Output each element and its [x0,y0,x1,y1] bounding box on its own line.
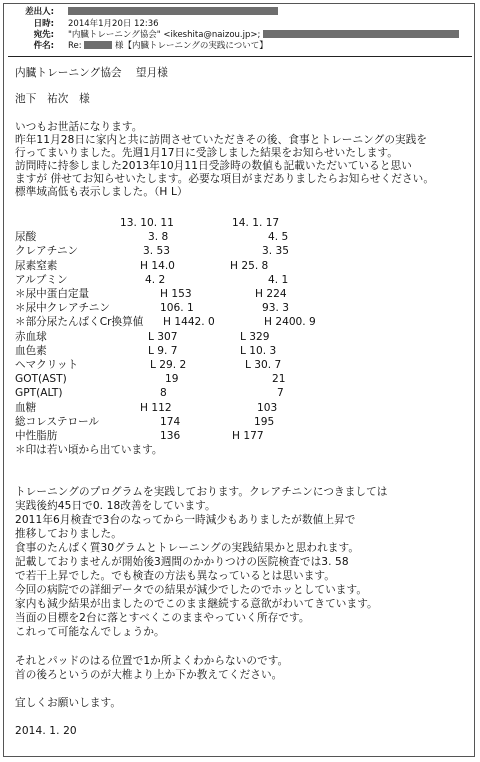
row-value-1: L 9. 7 [148,345,178,357]
row-name: クレアチニン [15,245,79,257]
row-name: 血糖 [15,402,37,414]
row-value-1: 174 [160,416,181,428]
paragraph-line: 当面の目標を2台に落とすべくこのままやっていく所存です。 [15,612,310,624]
row-value-1: 3. 8 [148,231,169,243]
paragraph-line: で若干上昇でした。でも検査の方法も異なっているとは思います。 [15,570,335,582]
paragraph-line: これって可能なんでしょうか。 [15,626,165,638]
row-name: 総コレステロール [15,416,100,428]
row-value-1: H 153 [160,288,192,300]
row-value-1: 4. 2 [145,274,166,286]
row-value-1: 19 [165,373,179,385]
table-footnote: ＊印は若い頃から出ています。 [15,444,163,456]
header-divider [8,56,472,57]
row-name: 血色素 [15,345,47,357]
to-label: 宛先: [33,30,54,40]
row-value-2: L 329 [240,331,270,343]
closing-line: 宜しくお願いします。 [15,697,122,709]
row-name: 尿素窒素 [15,260,58,272]
row-name: GOT(AST) [15,373,67,385]
header-to-row [6,30,459,41]
row-value-2: 7 [277,387,284,399]
row-value-2: 103 [257,402,278,414]
document-frame [3,3,475,757]
row-value-2: 195 [254,416,275,428]
redacted-subject-name [84,41,112,49]
paragraph-line: 家内も減少結果が出ましたのでこのまま継続する意欲がわいてきています。 [15,598,378,610]
redacted-recipient [263,30,459,38]
row-value-2: H 224 [255,288,287,300]
row-name: ＊尿中蛋白定量 [15,288,90,300]
row-value-2: L 10. 3 [240,345,277,357]
row-value-2: H 25. 8 [230,260,269,272]
intro-line: ますが 併せてお知らせいたします。必要な項目がまだありましたらお知らせください。 [15,173,435,185]
row-name: ＊尿中クレアチニン [15,302,110,314]
row-value-2: 4. 1 [268,274,289,286]
subject-prefix: Re: [68,41,82,51]
row-value-1: 3. 53 [143,245,170,257]
paragraph-line: 実践後約45日で0. 18改善をしています。 [15,500,216,512]
date-column-1-header: 13. 10. 11 [120,217,174,229]
paragraph-line: 推移しておりました。 [15,528,122,540]
row-name: 中性脂肪 [15,430,58,442]
row-name: ＊部分尿たんぱくCr換算値 [15,316,144,328]
to-value: "内臓トレーニング協会" <ikeshita@naizou.jp>; [68,30,261,40]
row-value-2: H 2400. 9 [264,316,316,328]
row-name: ヘマクリット [15,359,79,371]
row-value-2: H 177 [232,430,264,442]
sender-name-line: 池下 祐次 様 [15,93,90,105]
paragraph-line: 2011年6月検査で3台のなってから一時減少もありましたが数値上昇で [15,514,356,526]
row-value-1: 136 [160,430,181,442]
row-name: GPT(ALT) [15,387,63,399]
row-value-2: 3. 35 [262,245,289,257]
header-date-row [6,19,159,30]
paragraph-line: 記載しておりませんが開始後3週間のかかりつけの医院検査では3. 58 [15,556,349,568]
date-label: 日時: [33,19,54,29]
row-value-2: 93. 3 [262,302,289,314]
row-value-1: H 1442. 0 [163,316,215,328]
paragraph-line: 今回の病院での詳細データでの結果が減少でしたのでホッとしています。 [15,584,368,596]
signature-date: 2014. 1. 20 [15,725,77,737]
paragraph-line: 食事のたんぱく質30グラムとトレーニングの実践結果かと思われます。 [15,542,360,554]
row-name: アルブミン [15,274,68,286]
row-value-1: 8 [160,387,167,399]
row-value-1: H 14.0 [140,260,175,272]
intro-line: 標準域高低も表示しました。（H L） [15,186,188,198]
intro-line: 訪問時に持参しました2013年10月11日受診時の数値も記載いただいていると思い [15,160,412,172]
row-name: 尿酸 [15,231,37,243]
header-subject-row [6,41,268,52]
date-value: 2014年1月20日 12:36 [68,19,159,29]
addressee-line: 内臓トレーニング協会 望月様 [15,67,168,79]
row-value-1: H 112 [140,402,172,414]
row-value-2: 4. 5 [268,231,289,243]
redacted-sender [68,7,278,15]
question-line: それとパッドのはる位置で1か所よくわからないのです。 [15,655,289,667]
row-value-1: L 307 [148,331,178,343]
subject-label: 件名: [33,41,54,51]
subject-text: 様【内臓トレーニングの実践について】 [115,41,268,51]
intro-line: 行ってまいりました。先週1月17日に受診しました結果をお知らせいたします。 [15,147,398,159]
intro-line: 昨年11月28日に家内と共に訪問させていただきその後、食事とトレーニングの実践を [15,134,428,146]
row-value-1: L 29. 2 [150,359,187,371]
row-value-2: L 30. 7 [245,359,282,371]
row-value-1: 106. 1 [160,302,194,314]
header-from-row [6,7,278,18]
row-name: 赤血球 [15,331,47,343]
intro-line: いつもお世話になります。 [15,121,143,133]
question-line: 首の後ろというのが大椎より上か下か教えてください。 [15,669,283,681]
row-value-2: 21 [272,373,286,385]
date-column-2-header: 14. 1. 17 [232,217,280,229]
from-label: 差出人: [25,7,54,17]
paragraph-line: トレーニングのプログラムを実践しております。クレアチニンにつきましては [15,486,388,498]
